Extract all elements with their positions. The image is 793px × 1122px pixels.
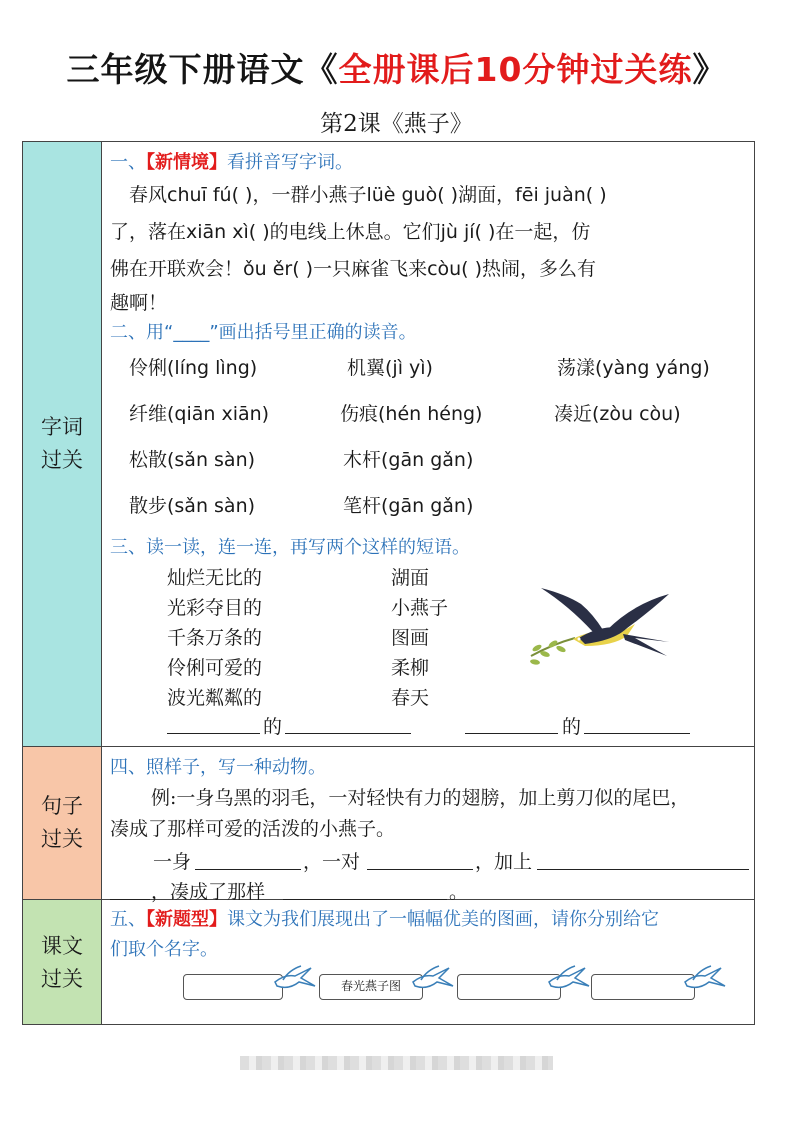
section5-heading: 五、【新题型】课文为我们展现出了一幅幅优美的图画，请你分别给它 xyxy=(110,909,659,930)
swallow-icon xyxy=(409,964,455,996)
section1-line: 春风chuī fú( )，一群小燕子lüè guò( )湖面，fēi juàn( ) xyxy=(129,184,607,206)
category-text: 课文 过关 xyxy=(23,900,102,1025)
de-char: 的 xyxy=(263,716,283,738)
fill-blank[interactable] xyxy=(367,869,473,870)
lesson-title: 第2课《燕子》 xyxy=(320,111,473,137)
phrase-blank[interactable] xyxy=(285,733,411,734)
phrase-right[interactable]: 湖面 xyxy=(391,567,430,589)
fill-prefix: 一身 xyxy=(153,851,192,873)
phrase-blank[interactable] xyxy=(584,733,690,734)
pinyin-choice[interactable]: 荡漾(yàng yáng) xyxy=(557,357,710,379)
section1-line: 了，落在xiān xì( )的电线上休息。它们jù jí( )在一起，仿 xyxy=(110,221,591,243)
pinyin-choice[interactable]: 伶俐(líng lìng) xyxy=(129,357,258,379)
pinyin-choice[interactable]: 松散(sǎn sàn) xyxy=(129,449,256,471)
fill-prefix: ，凑成了那样 xyxy=(151,881,266,903)
section3-heading: 三、读一读，连一连，再写两个这样的短语。 xyxy=(110,537,470,558)
phrase-right[interactable]: 柔柳 xyxy=(391,657,430,679)
phrase-left[interactable]: 千条万条的 xyxy=(167,627,263,649)
phrase-right[interactable]: 春天 xyxy=(391,687,430,709)
category-sentences: 句子 过关 xyxy=(23,747,102,899)
section2-heading: 二、用“____”画出括号里正确的读音。 xyxy=(110,322,417,343)
section4-heading: 四、照样子，写一种动物。 xyxy=(110,757,326,778)
pinyin-choice[interactable]: 凑近(zòu còu) xyxy=(554,403,681,425)
section5-heading-cont: 们取个名字。 xyxy=(110,939,218,960)
fill-blank[interactable] xyxy=(195,869,301,870)
phrase-left[interactable]: 波光粼粼的 xyxy=(167,687,263,709)
sentences-band xyxy=(23,747,754,903)
section1-line: 趣啊！ xyxy=(110,292,168,314)
phrase-blank[interactable] xyxy=(167,733,260,734)
page-title: 三年级下册语文《全册课后10分钟过关练》 xyxy=(66,50,727,89)
picture-name-box[interactable] xyxy=(591,974,695,1000)
picture-name-box[interactable] xyxy=(183,974,283,1000)
swallow-icon xyxy=(545,964,591,996)
section1-line: 佛在开联欢会！ǒu ěr( )一只麻雀飞来còu( )热闹，多么有 xyxy=(110,258,597,280)
fill-prefix: ，加上 xyxy=(475,851,533,873)
phrase-left[interactable]: 灿烂无比的 xyxy=(167,567,263,589)
phrase-left[interactable]: 伶俐可爱的 xyxy=(167,657,263,679)
fill-blank[interactable] xyxy=(537,869,749,870)
swallow-icon xyxy=(681,964,727,996)
phrase-right[interactable]: 小燕子 xyxy=(391,597,449,619)
swallow-icon xyxy=(271,964,317,996)
picture-name-box[interactable]: 春光燕子图 xyxy=(319,974,423,1000)
text-band xyxy=(23,900,754,1025)
example-sentence: 例:一身乌黑的羽毛，一对轻快有力的翅膀，加上剪刀似的尾巴， xyxy=(151,787,690,809)
category-words: 字词 过关 xyxy=(23,142,102,746)
blurred-footer-text xyxy=(240,1056,553,1070)
pinyin-choice[interactable]: 木杆(gān gǎn) xyxy=(343,449,474,471)
worksheet-table xyxy=(22,141,755,1025)
de-char: 的 xyxy=(562,716,582,738)
phrase-left[interactable]: 光彩夺目的 xyxy=(167,597,263,619)
pinyin-choice[interactable]: 笔杆(gān gǎn) xyxy=(343,495,474,517)
example-sentence: 凑成了那样可爱的活泼的小燕子。 xyxy=(110,818,396,840)
phrase-right[interactable]: 图画 xyxy=(391,627,430,649)
pinyin-choice[interactable]: 纤维(qiān xiān) xyxy=(129,403,270,425)
section1-heading: 一、【新情境】看拼音写字词。 xyxy=(110,152,353,173)
pinyin-choice[interactable]: 机翼(jì yì) xyxy=(347,357,433,379)
phrase-blank[interactable] xyxy=(465,733,558,734)
fill-suffix: 。 xyxy=(449,881,469,903)
fill-prefix: ，一对 xyxy=(303,851,361,873)
words-band xyxy=(23,142,754,747)
pinyin-choice[interactable]: 伤痕(hén héng) xyxy=(340,403,483,425)
pinyin-choice[interactable]: 散步(sǎn sàn) xyxy=(129,495,256,517)
swallow-illustration xyxy=(523,584,673,674)
